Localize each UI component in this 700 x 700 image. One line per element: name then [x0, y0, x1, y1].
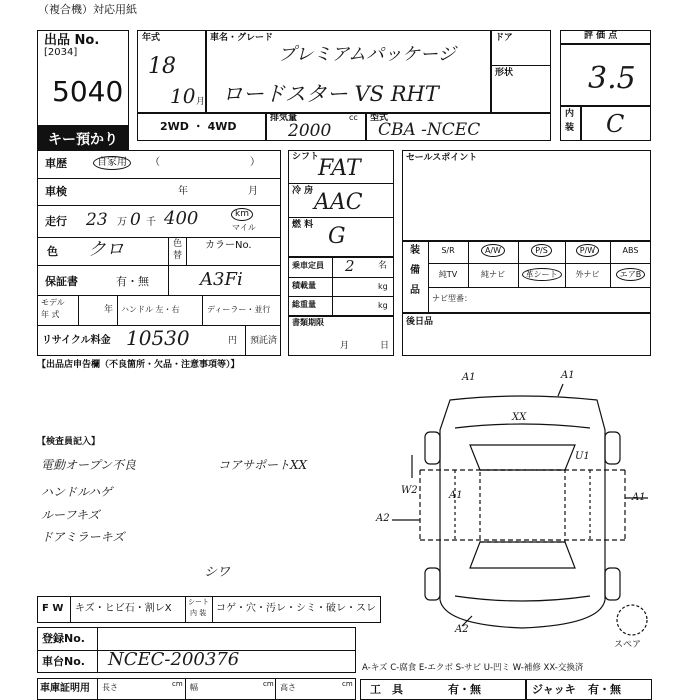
fuel-value: G — [328, 224, 346, 249]
lot-code: [2034] — [44, 47, 78, 58]
divider — [117, 295, 118, 325]
hood-line — [455, 424, 590, 428]
spare-tire-circle — [617, 605, 647, 635]
document-deadline-month: 月 — [340, 341, 350, 351]
divider — [137, 112, 551, 114]
inspection-year-unit: 年 — [178, 186, 188, 197]
inspector-note: ルーフキズ — [41, 508, 100, 522]
document-deadline-label: 書類期限 — [292, 318, 324, 327]
model-code-label: 型式 — [370, 113, 389, 123]
divider — [288, 256, 394, 258]
inspector-note-lower: シワ — [204, 565, 231, 580]
displacement-value: 2000 — [288, 121, 332, 141]
door-label: ドア — [495, 33, 513, 43]
equipment-alloy-wheels: A/W — [481, 244, 505, 257]
divider — [288, 183, 394, 184]
wheel-rear-left — [425, 568, 440, 600]
mark-leader-line — [558, 384, 563, 396]
divider — [168, 237, 169, 295]
equipment-cell — [610, 271, 651, 279]
month-unit: 月 — [196, 97, 206, 107]
divider — [288, 277, 394, 278]
interior-label: 装 — [565, 123, 575, 133]
equipment-power-windows: P/W — [576, 244, 599, 257]
drive-type: 2WD ・ 4WD — [160, 120, 237, 133]
divider — [490, 30, 492, 112]
equipment-sunroof: S/R — [441, 246, 455, 255]
windshield-label: F W — [42, 603, 64, 614]
damage-mark: U1 — [575, 451, 590, 462]
document-deadline-day: 日 — [380, 341, 390, 351]
divider — [275, 678, 276, 700]
equipment-leather-seats: 革シート — [522, 268, 562, 281]
displacement-label: 排気量 — [270, 113, 298, 123]
divider — [185, 596, 186, 623]
equipment-aftermarket-navi: 外ナビ — [575, 270, 600, 279]
equipment-cell — [428, 247, 468, 255]
recycle-fee-label: リサイクル料金 — [42, 335, 111, 346]
divider — [186, 237, 187, 265]
history-label: 車歴 — [45, 157, 67, 170]
equipment-cell — [610, 247, 651, 255]
inspector-note: 電動オープン不良 — [41, 458, 136, 472]
later-items-label: 後日品 — [406, 317, 434, 327]
wheel-front-left — [425, 432, 440, 464]
divider — [580, 105, 582, 141]
equipment-cell — [468, 247, 518, 255]
divider — [265, 112, 267, 141]
seat-interior-label: 内 装 — [190, 609, 207, 617]
chassis-number-label: 車台No. — [42, 655, 85, 668]
color-change-label: 色 — [173, 239, 183, 249]
divider — [37, 205, 281, 206]
car-body-outline — [440, 396, 605, 628]
equipment-cell — [518, 247, 565, 255]
divider — [37, 178, 281, 179]
recycle-deposit-status: 預託済 — [250, 336, 278, 346]
damage-mark: A1 — [449, 490, 463, 501]
displacement-unit: cc — [349, 113, 358, 122]
shift-label: シフト — [292, 152, 320, 162]
equipment-genuine-tv: 純TV — [438, 270, 458, 279]
color-code-value: A3Fi — [200, 269, 243, 290]
navi-model-label: ナビ型番： — [432, 294, 472, 303]
inspector-note-right: コアサポートXX — [218, 458, 308, 472]
equipment-label: 品 — [410, 285, 420, 296]
warranty-label: 保証書 — [45, 275, 78, 288]
damage-mark: XX — [512, 412, 527, 423]
damage-legend: A-キズ C-腐食 E-エクボ S-サビ U-凹ミ W-補修 XX-交換済 — [362, 663, 584, 673]
inspection-month-unit: 月 — [248, 186, 258, 197]
divider — [288, 296, 394, 297]
width-label: 幅 — [190, 683, 198, 692]
registration-number-label: 登録No. — [42, 632, 85, 645]
equipment-cell — [565, 247, 610, 255]
divider — [205, 30, 207, 112]
sales-point-label: セールスポイント — [406, 153, 478, 163]
mileage-man-unit: 万 — [117, 217, 127, 228]
ac-value: AAC — [314, 190, 363, 215]
equipment-cell — [428, 271, 468, 279]
trunk-line — [455, 596, 590, 601]
recycle-fee-value: 10530 — [126, 326, 190, 350]
seller-notes-label: 【出品店申告欄（不良箇所・欠品・注意事項等）】 — [37, 360, 240, 370]
ac-label: 冷 房 — [292, 186, 314, 196]
divider — [245, 325, 246, 356]
divider — [365, 112, 367, 141]
jack-label: ジャッキ — [532, 683, 576, 696]
divider — [37, 237, 281, 238]
form-note: （複合機）対応用紙 — [38, 3, 137, 16]
model-year-label: モデル — [41, 298, 65, 307]
warranty-value: 有・無 — [116, 275, 149, 288]
interior-score: C — [606, 110, 625, 138]
color-number-label: カラーNo. — [205, 240, 252, 251]
interior-condition: コゲ・穴・汚レ・シミ・破レ・スレ — [216, 603, 376, 614]
divider — [37, 295, 281, 296]
inspector-note: ドアミラーキズ — [41, 530, 125, 544]
divider — [428, 263, 651, 264]
interior-label: 内 — [565, 109, 575, 119]
equipment-airbag: エアB — [616, 268, 646, 281]
lot-number: 5040 — [52, 75, 124, 108]
year-label: 年式 — [142, 33, 161, 43]
equipment-power-steering: P/S — [531, 244, 552, 257]
divider — [332, 256, 333, 315]
length-unit: cm — [172, 680, 183, 688]
grade-value: プレミアムパッケージ — [278, 44, 456, 65]
divider — [560, 105, 651, 107]
chassis-number-value: NCEC-200376 — [108, 649, 240, 670]
dealer-import: ディーラー・並行 — [207, 305, 271, 314]
car-name-label: 車名・グレード — [210, 33, 274, 43]
car-name-value: ロードスター VS RHT — [222, 82, 439, 106]
spare-tire-label: スペア — [614, 640, 642, 650]
divider — [185, 678, 186, 700]
capacity-unit: 名 — [378, 261, 388, 271]
year-value: 18 — [148, 54, 176, 79]
rear-window — [470, 542, 575, 568]
width-unit: cm — [263, 680, 274, 688]
divider — [78, 295, 79, 325]
wheel-rear-right — [605, 568, 620, 600]
divider — [402, 312, 651, 314]
inspector-note: ハンドルハゲ — [41, 485, 113, 499]
overall-score: 3.5 — [588, 61, 636, 96]
divider — [202, 295, 203, 325]
equipment-cell — [565, 271, 610, 279]
color-value: クロ — [88, 239, 124, 260]
equipment-label: 備 — [410, 265, 420, 276]
jack-value: 有・無 — [588, 683, 621, 696]
lot-label: 出品 No. — [44, 33, 100, 48]
score-label: 評 価 点 — [584, 31, 618, 41]
divider — [288, 315, 394, 317]
damage-mark: A1 — [632, 492, 646, 503]
mileage-man-value: 23 — [86, 210, 108, 230]
inspection-label: 車検 — [45, 185, 67, 198]
windshield — [470, 445, 575, 470]
equipment-genuine-navi: 純ナビ — [481, 270, 505, 279]
tools-label: 工 具 — [370, 683, 403, 696]
load-label: 積載量 — [292, 281, 316, 290]
mile-unit: マイル — [232, 223, 256, 232]
model-year-label: 年 式 — [41, 310, 60, 319]
color-change-label: 替 — [173, 251, 183, 261]
length-label: 長さ — [102, 683, 118, 692]
steering-side: ハンドル 左・右 — [121, 305, 180, 314]
model-code-value: CBA -NCEC — [378, 120, 481, 140]
history-paren-open: （ — [150, 157, 160, 168]
key-held-label: キー預かり — [48, 131, 118, 148]
key-held-banner — [37, 126, 129, 151]
mileage-sen-unit: 千 — [146, 217, 156, 228]
capacity-label: 乗車定員 — [292, 261, 324, 270]
divider — [97, 678, 98, 700]
load-unit: kg — [378, 282, 388, 291]
damage-mark: W2 — [401, 485, 418, 496]
mileage-sen-value: 0 — [130, 210, 141, 230]
month-value: 10 — [170, 84, 196, 108]
divider — [288, 217, 394, 218]
divider — [37, 265, 281, 266]
garage-cert-label: 車庫証明用 — [40, 683, 90, 694]
equipment-cell — [518, 271, 565, 279]
color-label: 色 — [47, 245, 58, 258]
recycle-fee-unit: 円 — [228, 336, 238, 346]
km-unit: km — [231, 208, 253, 221]
divider — [560, 43, 651, 45]
equipment-cell — [468, 271, 518, 279]
height-label: 高さ — [280, 683, 296, 692]
damage-mark: A2 — [376, 513, 390, 524]
seat-interior-label: シート — [188, 598, 209, 606]
divider — [70, 596, 71, 623]
fuel-label: 燃 料 — [292, 220, 314, 230]
history-paren-close: ） — [250, 157, 260, 168]
inspector-notes-label: 【検査員記入】 — [37, 437, 101, 447]
damage-mark: A1 — [561, 370, 575, 381]
shift-value: FAT — [318, 156, 361, 181]
divider — [490, 65, 551, 66]
divider — [402, 240, 651, 242]
capacity-value: 2 — [345, 257, 355, 275]
model-year-unit: 年 — [104, 305, 114, 315]
divider — [428, 287, 651, 288]
tools-value: 有・無 — [448, 683, 481, 696]
shape-label: 形状 — [495, 68, 514, 78]
gross-weight-unit: kg — [378, 301, 388, 310]
gross-weight-label: 総重量 — [292, 300, 316, 309]
equipment-label: 装 — [410, 245, 420, 256]
wheel-front-right — [605, 432, 620, 464]
equipment-abs: ABS — [622, 246, 639, 255]
divider — [97, 627, 98, 673]
history-private-use: 自家用 — [93, 156, 131, 170]
damage-mark: A1 — [462, 372, 476, 383]
mileage-label: 走行 — [45, 215, 67, 228]
mileage-rest-value: 400 — [164, 208, 199, 229]
windshield-condition: キズ・ヒビ石・割レX — [75, 603, 172, 614]
damage-mark: A2 — [455, 624, 469, 635]
roof-panel — [480, 470, 565, 542]
divider — [212, 596, 213, 623]
height-unit: cm — [342, 680, 353, 688]
